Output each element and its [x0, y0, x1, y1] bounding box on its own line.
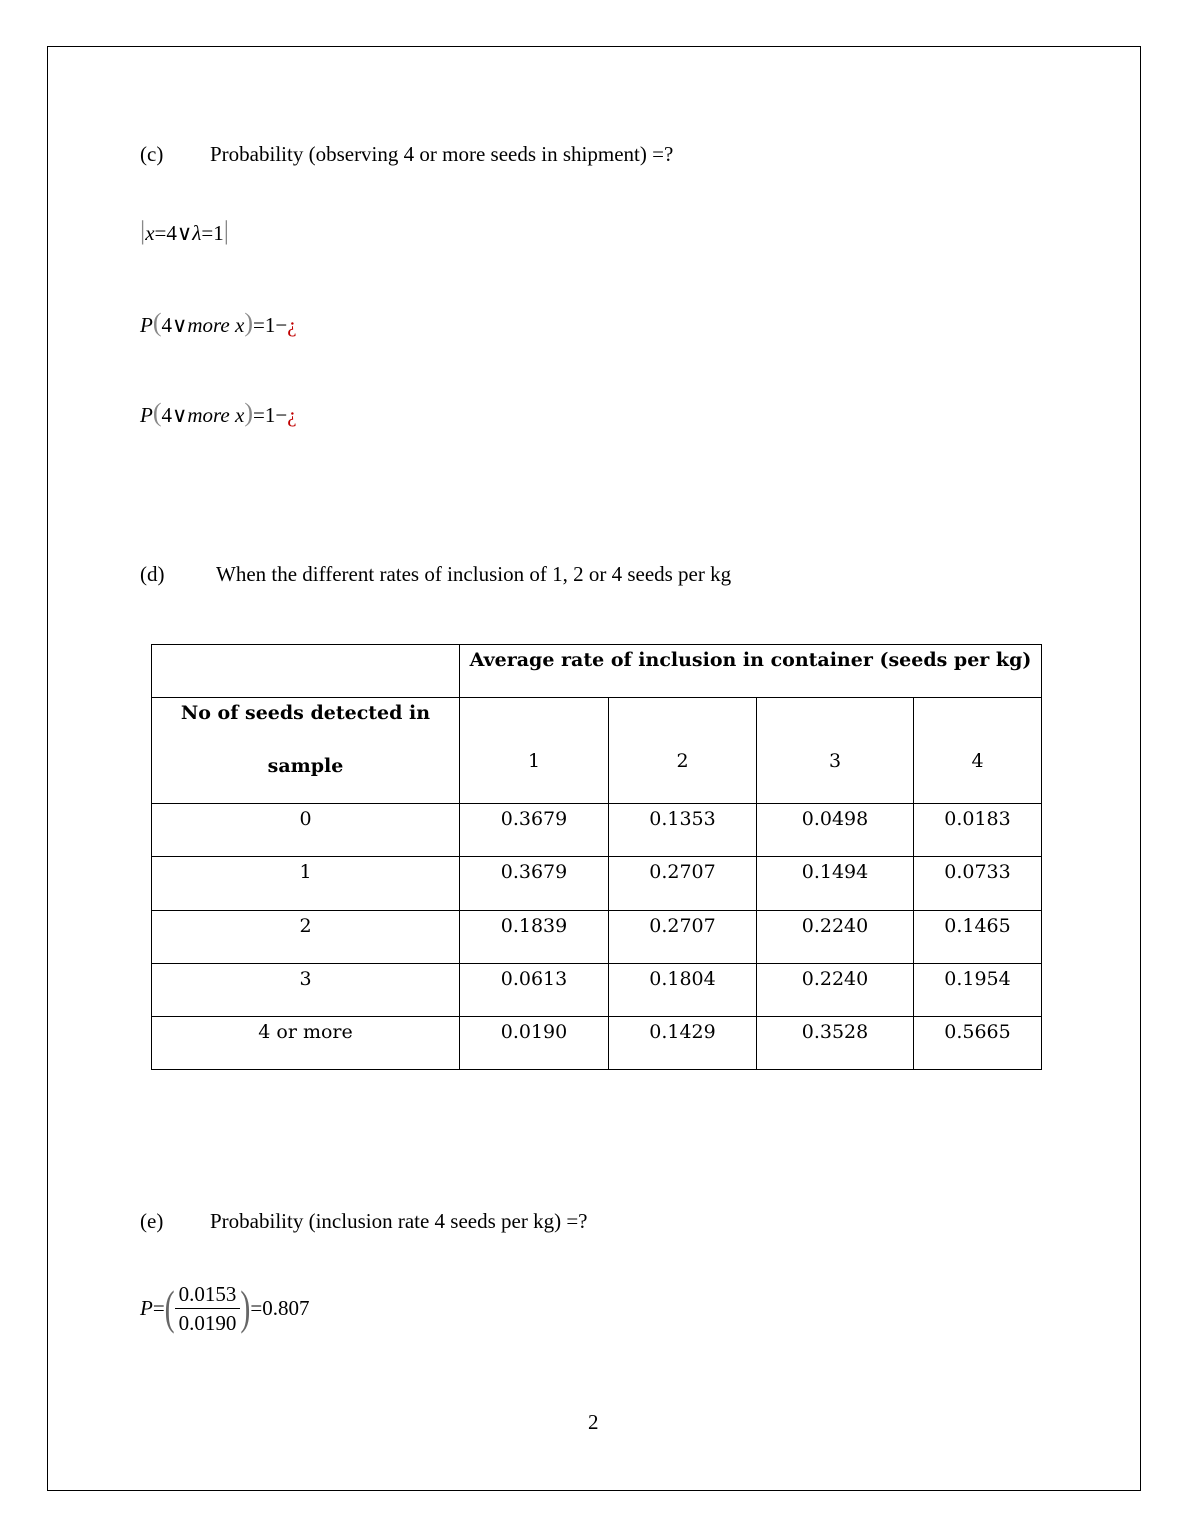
table-row-label: 4 or more	[152, 1017, 460, 1070]
table-cell: 0.2707	[609, 911, 757, 964]
table-row-header-line2: sample	[267, 755, 344, 777]
formula-c-2-rhs: =1−	[253, 313, 288, 337]
table-group-header-row	[152, 645, 1042, 698]
table-row-label: 2	[152, 911, 460, 964]
table-column-header-row	[152, 698, 1042, 804]
formula-e: P=( $\frac{0.0153}{0.0190}$ )=0.807	[140, 1281, 310, 1335]
table-cell: 0.3679	[460, 804, 609, 857]
page-number: 2	[588, 1410, 599, 1434]
table-cell: 0.2707	[609, 857, 757, 911]
formula-c-1: |x=4∨λ=1|	[140, 216, 229, 245]
table-cell: 0.1465	[914, 911, 1042, 964]
part-d-heading	[140, 562, 900, 588]
part-c-question: Probability (observing 4 or more seeds in shipment) =?	[210, 142, 674, 166]
table-cell: 0.2240	[757, 964, 914, 1017]
table-cell: 0.0733	[914, 857, 1042, 911]
table-cell: 0.1954	[914, 964, 1042, 1017]
table-row	[152, 1017, 1042, 1070]
formula-c-1-lambda: λ	[192, 221, 202, 245]
part-e-question: Probability (inclusion rate 4 seeds per kg) =?	[210, 1209, 588, 1233]
table-row	[152, 857, 1042, 911]
table-group-header: Average rate of inclusion in container (seeds per kg)	[460, 645, 1042, 698]
formula-e-p: P	[140, 1296, 153, 1320]
formula-e-fraction	[175, 1280, 241, 1337]
formula-c-3-rhs: =1−	[253, 403, 288, 427]
formula-c-3: P(4∨more x)=1−¿	[140, 398, 297, 427]
formula-c-2-p: P	[140, 313, 153, 337]
table-row-header	[152, 698, 460, 804]
table-cell: 0.3528	[757, 1017, 914, 1070]
table-row-header-line1: No of seeds detected in	[180, 702, 431, 724]
part-d-question: When the different rates of inclusion of 1, 2 or 4 seeds per kg	[216, 562, 732, 586]
formula-e-result: =0.807	[250, 1296, 310, 1320]
formula-c-1-x: x	[145, 221, 155, 245]
table-cell: 0.0190	[460, 1017, 609, 1070]
table-cell: 0.0498	[757, 804, 914, 857]
table-col-header: 2	[609, 698, 757, 804]
part-d-label: (d)	[140, 562, 165, 586]
table-cell: 0.1804	[609, 964, 757, 1017]
part-c-heading	[140, 142, 840, 168]
formula-c-1-eq-four: =4∨	[154, 221, 193, 245]
table-row	[152, 804, 1042, 857]
table-row-label: 1	[152, 857, 460, 911]
table-cell: 0.1429	[609, 1017, 757, 1070]
formula-c-2-glyph: ¿	[287, 313, 297, 337]
table-cell: 0.0183	[914, 804, 1042, 857]
formula-c-3-more-x: more x	[187, 403, 245, 427]
table-cell: 0.5665	[914, 1017, 1042, 1070]
formula-c-3-glyph: ¿	[287, 403, 297, 427]
table-col-header: 1	[460, 698, 609, 804]
table-col-header: 4	[914, 698, 1042, 804]
formula-e-eq: =	[152, 1296, 165, 1320]
table-row	[152, 964, 1042, 1017]
table-cell: 0.0613	[460, 964, 609, 1017]
part-e-label: (e)	[140, 1209, 164, 1233]
table-row	[152, 911, 1042, 964]
table-row-label: 0	[152, 804, 460, 857]
formula-e-numerator: 0.0153	[175, 1280, 241, 1309]
table-row-label: 3	[152, 964, 460, 1017]
table-cell: 0.3679	[460, 857, 609, 911]
table-cell: 0.1839	[460, 911, 609, 964]
formula-c-1-eq-one: =1	[201, 221, 224, 245]
part-c-label: (c)	[140, 142, 164, 166]
formula-c-3-four-or: 4∨	[161, 403, 188, 427]
part-e-heading	[140, 1209, 840, 1235]
formula-c-3-p: P	[140, 403, 153, 427]
table-corner-cell	[152, 645, 460, 698]
probability-table	[151, 644, 1042, 1070]
table-cell: 0.1353	[609, 804, 757, 857]
table-cell: 0.1494	[757, 857, 914, 911]
formula-c-2: P(4∨more x)=1−¿	[140, 308, 297, 337]
formula-e-denominator: 0.0190	[178, 1311, 237, 1335]
table-col-header: 3	[757, 698, 914, 804]
table-cell: 0.2240	[757, 911, 914, 964]
formula-c-2-more-x: more x	[187, 313, 245, 337]
formula-c-2-four-or: 4∨	[161, 313, 188, 337]
